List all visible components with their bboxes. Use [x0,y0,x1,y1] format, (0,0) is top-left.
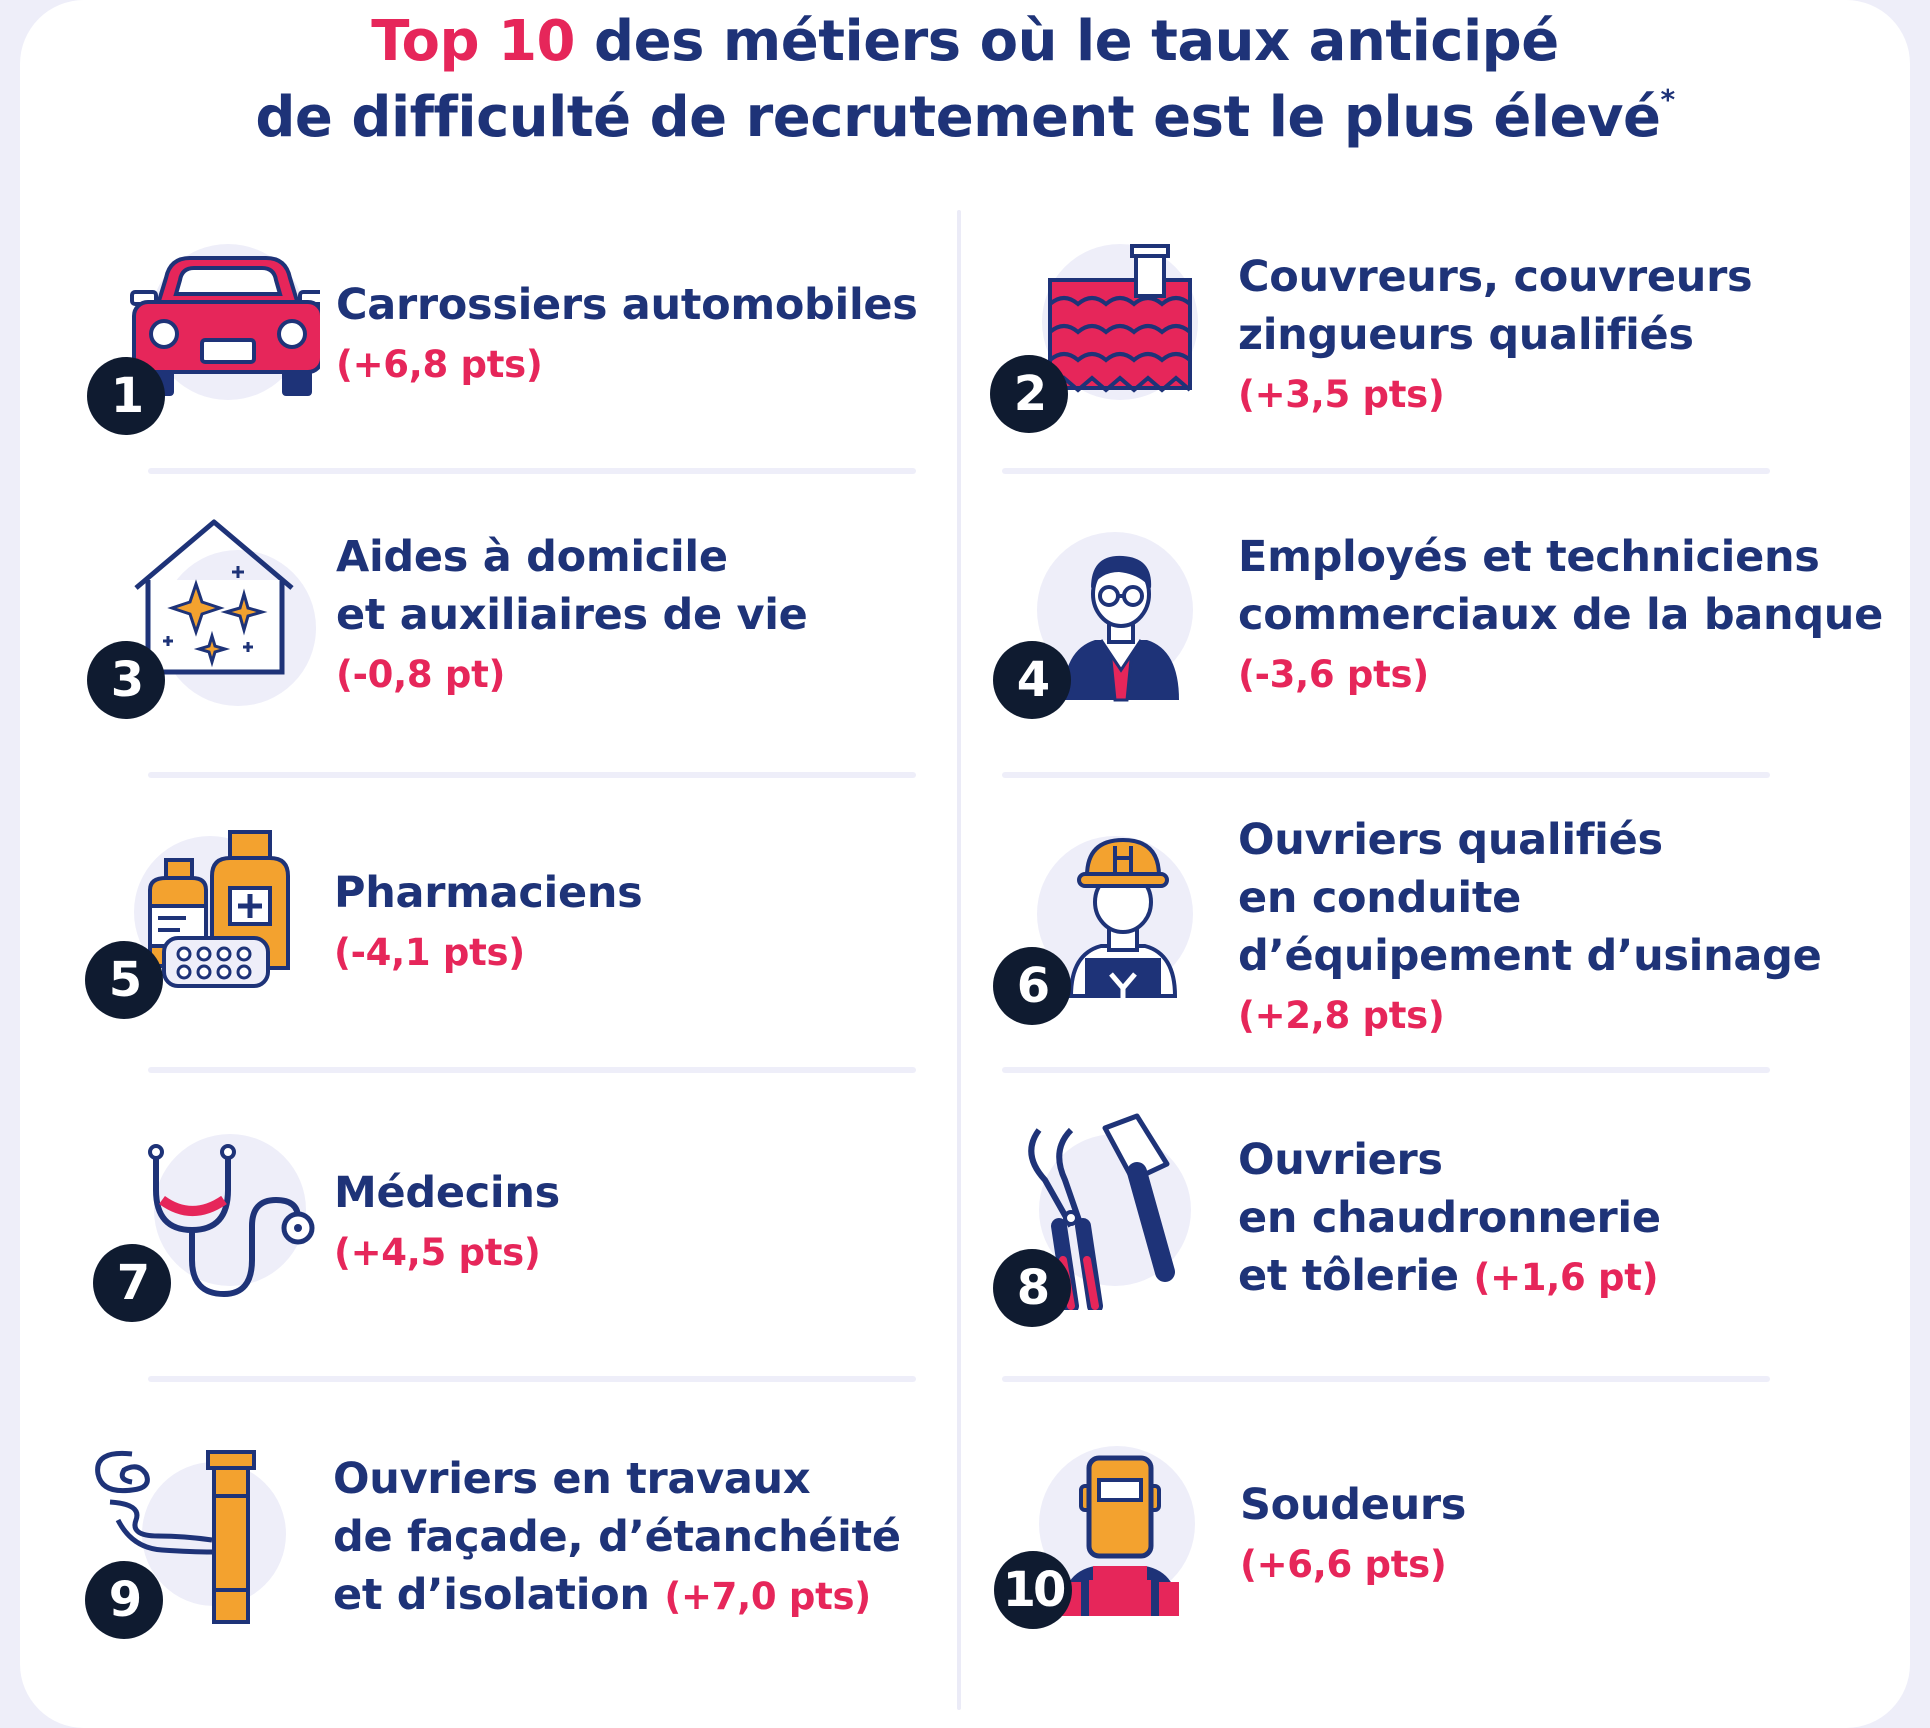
medicine-bottles-icon [130,826,330,1026]
item-value: (-4,1 pts) [334,931,525,974]
item-label: Ouvriers en chaudronnerie et tôlerie (+1,6 pt) [1238,1135,1661,1301]
row-divider [1002,468,1770,474]
item-value: (-3,6 pts) [1238,653,1429,696]
item-label: Pharmaciens (-4,1 pts) [334,864,642,982]
row-divider [148,468,916,474]
item-label: Aides à domicile et auxiliaires de vie (-0,8 pt) [336,528,808,704]
row-divider [148,772,916,778]
rank-badge: 6 [993,947,1071,1025]
item-value: (+2,8 pts) [1238,994,1445,1037]
item-label: Médecins (+4,5 pts) [334,1164,560,1282]
title-asterisk: * [1660,83,1675,116]
item-label: Employés et techniciens commerciaux de la banque (-3,6 pts) [1238,528,1883,704]
item-label: Ouvriers en travaux de façade, d’étanchéité et d’isolation (+7,0 pts) [333,1454,901,1620]
item-label: Soudeurs (+6,6 pts) [1240,1476,1466,1594]
title-highlight: Top 10 [371,9,575,74]
page-title [0,4,1930,156]
rank-badge: 3 [87,641,165,719]
item-label: Carrossiers automobiles (+6,8 pts) [336,276,918,394]
item-value: (+1,6 pt) [1473,1256,1659,1299]
row-divider [1002,772,1770,778]
item-value: (+7,0 pts) [664,1575,871,1618]
rank-badge: 7 [93,1244,171,1322]
item-value: (+6,6 pts) [1240,1543,1447,1586]
row-divider [1002,1067,1770,1073]
item-value: (+3,5 pts) [1238,373,1445,416]
rank-badge: 5 [85,941,163,1019]
rank-badge: 1 [87,357,165,435]
item-label: Ouvriers qualifiés en conduite d’équipement d’usinage (+2,8 pts) [1238,811,1822,1045]
rank-badge: 10 [994,1551,1072,1629]
row-divider [148,1067,916,1073]
item-value: (+4,5 pts) [334,1231,541,1274]
item-label: Couvreurs, couvreurs zingueurs qualifiés (+3,5 pts) [1238,248,1752,424]
item-value: (-0,8 pt) [336,653,506,696]
rank-badge: 8 [993,1249,1071,1327]
item-value: (+6,8 pts) [336,343,543,386]
row-divider [1002,1376,1770,1382]
row-divider [148,1376,916,1382]
roof-tiles-icon [1040,240,1240,440]
rank-badge: 2 [990,355,1068,433]
column-divider [957,210,961,1710]
rank-badge: 4 [993,641,1071,719]
title-line2: de difficulté de recrutement est le plus élevé [255,85,1661,150]
title-line1: des métiers où le taux anticipé [575,9,1559,74]
stethoscope-icon [140,1130,340,1330]
rank-badge: 9 [85,1561,163,1639]
